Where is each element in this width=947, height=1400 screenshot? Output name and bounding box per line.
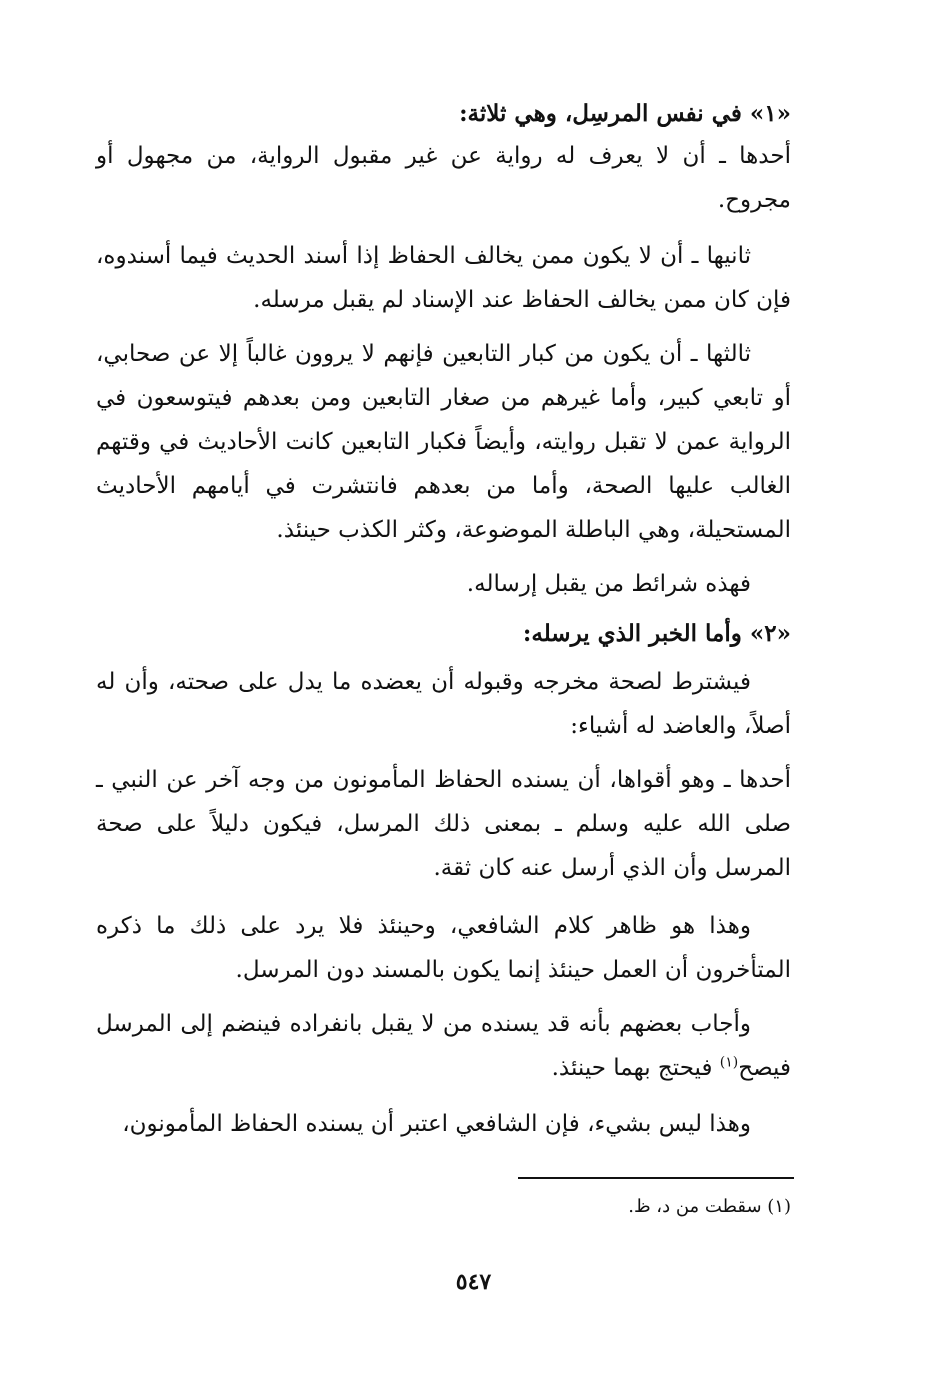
footnote-divider [518, 1177, 794, 1179]
heading-second-condition: «٢» وأما الخبر الذي يرسله: [522, 620, 791, 647]
page-number: ٥٤٧ [455, 1269, 492, 1295]
paragraph-second: ثانيها ـ أن لا يكون ممن يخالف الحفاظ إذا أسند الحديث فيما أسندوه، فإن كان ممن يخالف الحفاظ عند الإسناد لم يقبل مرسله. [96, 243, 791, 313]
paragraph-response-ending: فيحتج بهما حينئذ. [551, 1055, 720, 1081]
paragraph-shafii-view: وهذا هو ظاهر كلام الشافعي، وحينئذ فلا يرد على ذلك ما ذكره المتأخرون أن العمل حينئذ إنما يكون بالمسند دون المرسل. [96, 913, 791, 983]
paragraph-third: ثالثها ـ أن يكون من كبار التابعين فإنهم لا يروون غالباً إلا عن صحابي، أو تابعي كبير، وأما غيرهم من صغار التابعين ومن بعدهم فيتوسعون في الرواية عمن لا تقبل روايته، وأيضاً فكبار التابعين كانت الأحاديث في وقتهم الغالب عليها الصحة، وأما من بعدهم فانتشرت في أيامهم الأحاديث المستحيلة، وهي الباطلة الموضوعة، وكثر الكذب حينئذ. [96, 341, 791, 543]
paragraph-conditions-summary: فهذه شرائط من يقبل إرساله. [466, 571, 751, 597]
paragraph-strongest-support: أحدها ـ وهو أقواها، أن يسنده الحفاظ المأمونون من وجه آخر عن النبي ـ صلى الله عليه وسلم ـ بمعنى ذلك المرسل، فيكون دليلاً على صحة المرسل وأن الذي أرسل عنه كان ثقة. [96, 767, 791, 881]
heading-first-condition: «١» في نفس المرسِل، وهي ثلاثة: [459, 100, 791, 127]
paragraph-response [96, 1002, 791, 1090]
footnote: (١) سقطت من د، ظ. [628, 1196, 791, 1217]
paragraph-first: أحدها ـ أن لا يعرف له رواية عن غير مقبول الرواية، من مجهول أو مجروح. [96, 143, 791, 213]
paragraph-supporting-evidence: فيشترط لصحة مخرجه وقبوله أن يعضده ما يدل على صحته، وأن له أصلاً، والعاضد له أشياء: [96, 669, 791, 739]
paragraph-response-text: وأجاب بعضهم بأنه قد يسنده من لا يقبل بانفراده فينضم إلى المرسل فيصح [96, 1011, 791, 1081]
paragraph-rebuttal: وهذا ليس بشيء، فإن الشافعي اعتبر أن يسنده الحفاظ المأمونون، [122, 1111, 751, 1137]
footnote-marker[interactable]: (١) [719, 1054, 739, 1071]
